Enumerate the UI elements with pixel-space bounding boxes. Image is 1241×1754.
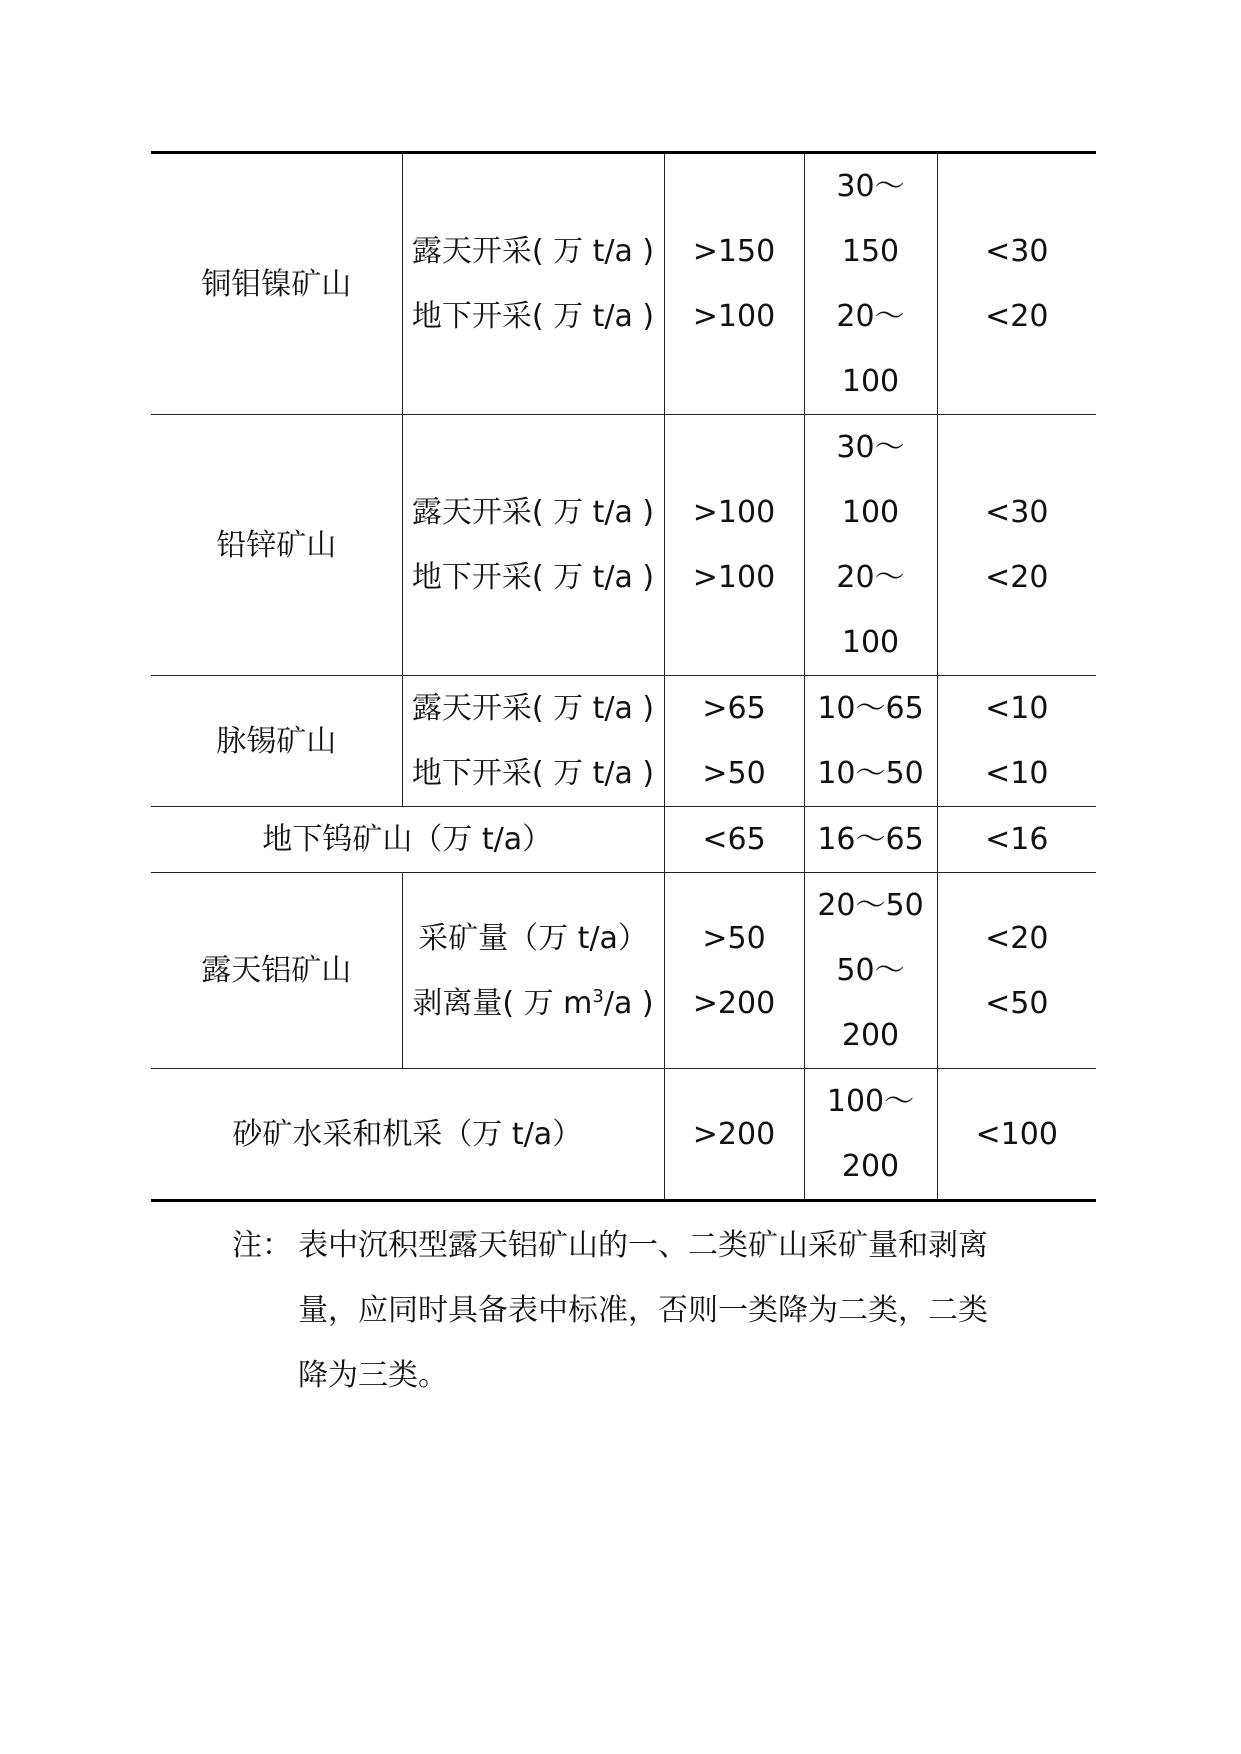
class-1-value: >100 (692, 560, 776, 595)
method-label: 露天开采( 万 t/a ) (411, 495, 655, 530)
method-cell (402, 873, 664, 1069)
superscript: 3 (592, 985, 604, 1007)
class-1-cell (664, 415, 804, 676)
mine-name-cell: 露天铝矿山 (151, 873, 402, 1069)
table-row (151, 415, 1096, 676)
class-2-cell (804, 1069, 937, 1201)
class-1-value: >150 (692, 234, 776, 269)
mine-name-cell: 铅锌矿山 (151, 415, 402, 676)
note-text: 表中沉积型露天铝矿山的一、二类矿山采矿量和剥离 (298, 1228, 988, 1263)
table-row (151, 807, 1096, 873)
class-2-value: 30～ (836, 430, 905, 465)
class-3-cell (937, 873, 1096, 1069)
method-label: 采矿量（万 t/a） (418, 920, 648, 956)
method-label: 露天开采( 万 t/a ) (411, 234, 655, 269)
class-2-value: 150 (841, 234, 900, 269)
class-3-cell (937, 153, 1096, 415)
class-3-value: <50 (985, 985, 1049, 1021)
class-1-cell (664, 873, 804, 1069)
class-3-value: <20 (985, 299, 1049, 334)
class-1-value: >50 (702, 756, 766, 791)
class-2-value: 200 (841, 1018, 900, 1053)
class-3-value: <10 (985, 691, 1049, 726)
method-label-unit: /a ) (603, 985, 654, 1021)
class-3-cell: <16 (937, 807, 1096, 873)
table-row (151, 873, 1096, 1069)
mine-name-cell: 砂矿水采和机采（万 t/a） (151, 1069, 664, 1201)
table-note (232, 1213, 1052, 1408)
class-2-cell (804, 153, 937, 415)
method-label: 地下开采( 万 t/a ) (411, 299, 655, 334)
class-1-value: >100 (692, 299, 776, 334)
method-label-text: 剥离量( 万 m (412, 985, 593, 1021)
table-row (151, 153, 1096, 415)
class-3-value: <10 (985, 756, 1049, 791)
note-line: 降为三类。 (298, 1358, 448, 1393)
method-label: 地下开采( 万 t/a ) (411, 756, 655, 791)
class-1-cell: <65 (664, 807, 804, 873)
class-2-value: 10～50 (817, 756, 924, 791)
class-2-value: 20～50 (817, 888, 924, 923)
method-label: 露天开采( 万 t/a ) (411, 691, 655, 726)
note-label: 注： (232, 1228, 292, 1263)
class-1-value: >200 (692, 985, 776, 1021)
class-2-value: 200 (841, 1149, 900, 1184)
class-2-value: 50～ (836, 953, 905, 988)
mine-classification-table (151, 151, 1096, 1202)
class-2-value: 20～ (836, 299, 905, 334)
table-row (151, 1069, 1096, 1201)
class-1-value: >50 (702, 920, 766, 956)
class-2-value: 30～ (836, 169, 905, 204)
method-label: 地下开采( 万 t/a ) (411, 560, 655, 595)
class-2-value: 100 (841, 625, 900, 660)
class-1-value: >100 (692, 495, 776, 530)
mine-name-cell: 脉锡矿山 (151, 676, 402, 807)
mine-name-cell: 地下钨矿山（万 t/a） (151, 807, 664, 873)
class-3-value: <30 (985, 234, 1049, 269)
class-3-cell (937, 676, 1096, 807)
class-2-cell (804, 676, 937, 807)
method-label (403, 971, 664, 1036)
class-1-cell (664, 153, 804, 415)
class-1-cell: >200 (664, 1069, 804, 1201)
method-cell (402, 676, 664, 807)
class-2-cell: 16～65 (804, 807, 937, 873)
class-2-value: 10～65 (817, 691, 924, 726)
class-3-cell (937, 415, 1096, 676)
class-2-cell (804, 873, 937, 1069)
class-2-value: 100 (841, 364, 900, 399)
class-1-value: >65 (702, 691, 766, 726)
class-3-value: <20 (985, 560, 1049, 595)
note-line (232, 1213, 1052, 1278)
class-2-value: 20～ (836, 560, 905, 595)
class-3-value: <20 (985, 920, 1049, 956)
method-cell (402, 153, 664, 415)
class-3-value: <30 (985, 495, 1049, 530)
method-cell (402, 415, 664, 676)
class-2-cell (804, 415, 937, 676)
class-1-cell (664, 676, 804, 807)
class-2-value: 100 (841, 495, 900, 530)
class-2-value: 100～ (826, 1084, 915, 1119)
mine-name-cell: 铜钼镍矿山 (151, 153, 402, 415)
class-3-cell: <100 (937, 1069, 1096, 1201)
note-line: 量，应同时具备表中标准，否则一类降为二类，二类 (298, 1293, 988, 1328)
table-row (151, 676, 1096, 807)
